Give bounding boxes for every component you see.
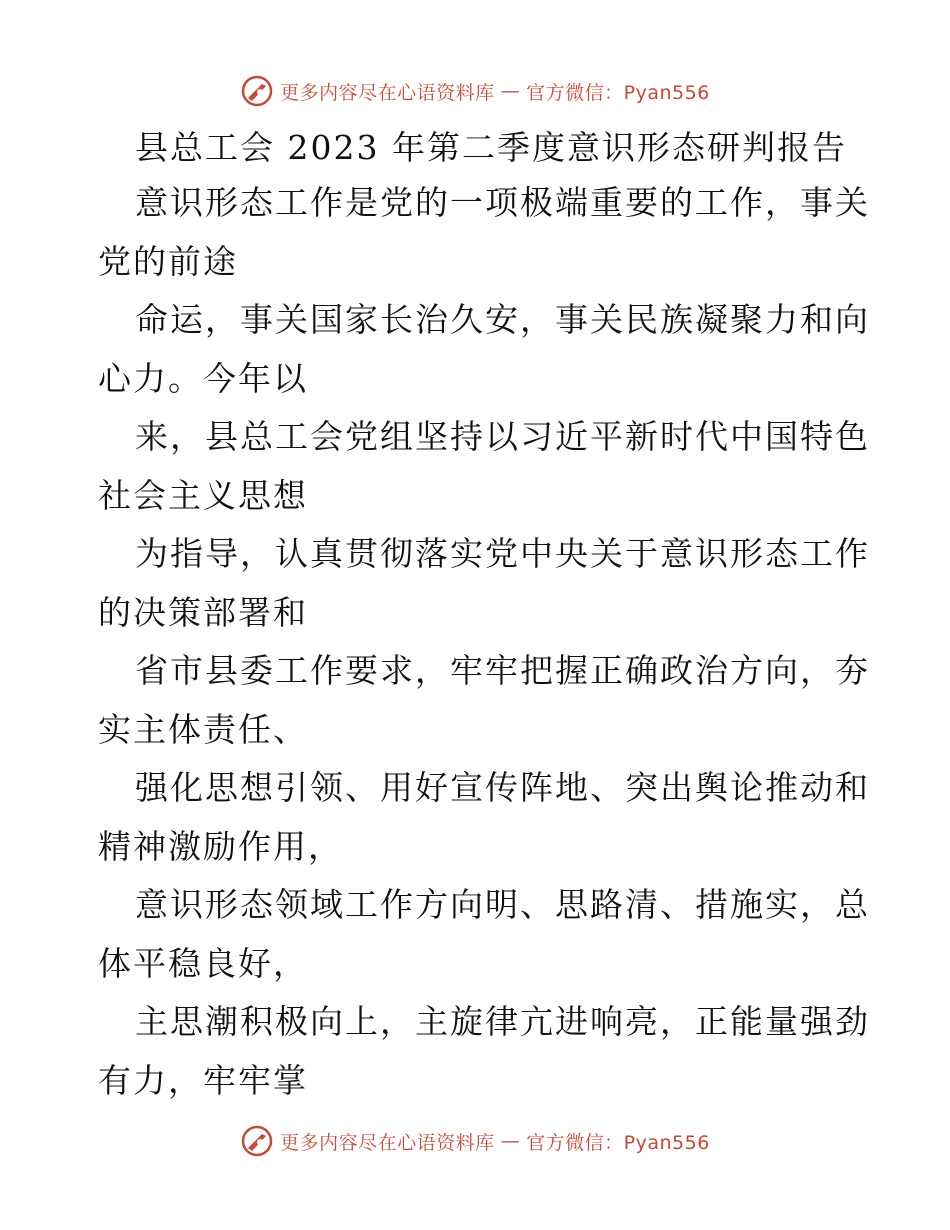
watermark-contact: 官方微信：Pyan556: [526, 1131, 710, 1154]
watermark-text: 更多内容尽在心语资料库: [280, 81, 495, 104]
text-line: 体平稳良好，: [98, 943, 308, 983]
text-line: 党的前途: [98, 241, 238, 281]
watermark-footer: [0, 1124, 950, 1158]
text-line: 有力，牢牢掌: [98, 1060, 308, 1100]
text-line: 意识形态工作是党的一项极端重要的工作，事关: [135, 183, 870, 222]
watermark-text: 更多内容尽在心语资料库: [280, 1131, 495, 1154]
watermark-header: [0, 74, 950, 108]
document-body: [98, 122, 870, 1110]
pen-logo-icon: [240, 1124, 274, 1158]
text-line: 心力。今年以: [98, 358, 308, 398]
text-line: 的决策部署和: [98, 592, 308, 632]
text-line: 省市县委工作要求，牢牢把握正确政治方向，夯: [135, 651, 870, 690]
document-title: 县总工会 2023 年第二季度意识形态研判报告: [135, 128, 847, 167]
text-line: 主思潮积极向上，主旋律亢进响亮，正能量强劲: [135, 1002, 870, 1041]
text-line: 社会主义思想: [98, 475, 308, 515]
text-line: 强化思想引领、用好宣传阵地、突出舆论推动和: [135, 768, 870, 807]
watermark-separator: —: [500, 80, 521, 102]
watermark-separator: —: [500, 1130, 521, 1152]
text-line: 实主体责任、: [98, 709, 308, 749]
watermark-contact: 官方微信：Pyan556: [526, 81, 710, 104]
text-line: 意识形态领域工作方向明、思路清、措施实，总: [135, 885, 870, 924]
text-line: 来，县总工会党组坚持以习近平新时代中国特色: [135, 417, 870, 456]
text-line: 命运，事关国家长治久安，事关民族凝聚力和向: [135, 300, 870, 339]
pen-logo-icon: [240, 74, 274, 108]
text-line: 精神激励作用，: [98, 826, 343, 866]
text-line: 为指导，认真贯彻落实党中央关于意识形态工作: [135, 534, 870, 573]
